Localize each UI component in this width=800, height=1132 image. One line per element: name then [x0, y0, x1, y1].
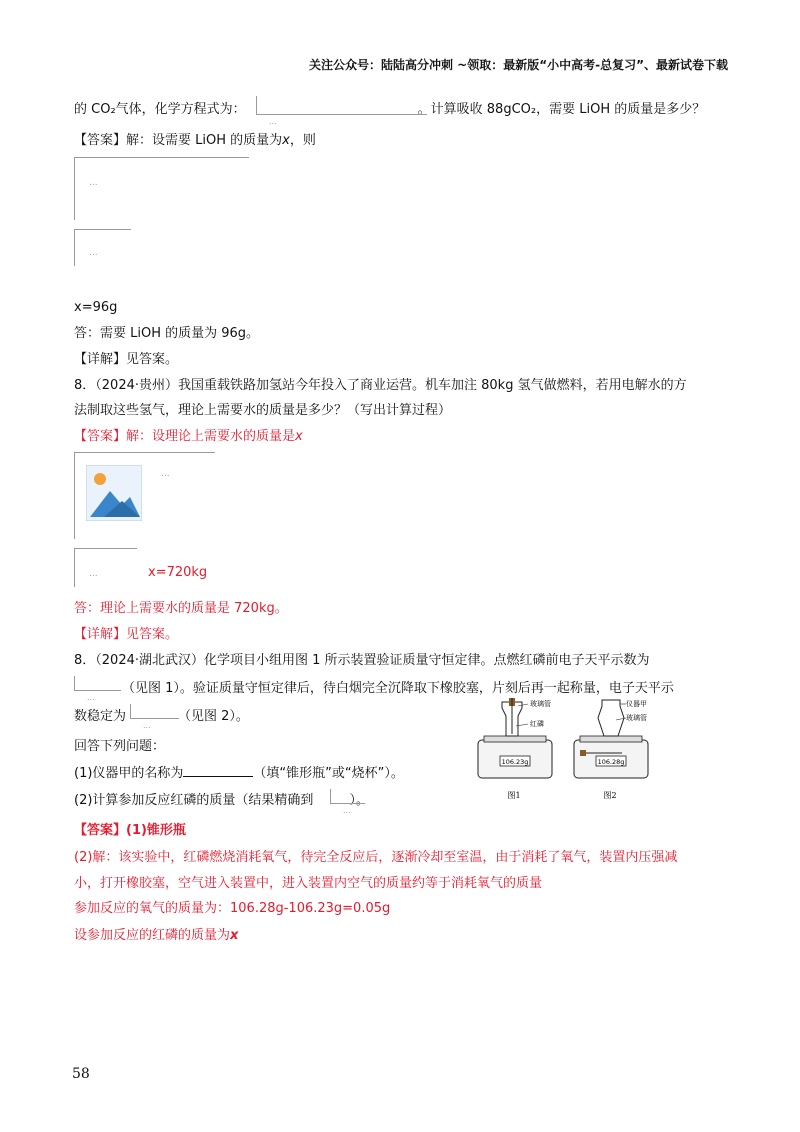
figure-2	[574, 699, 648, 800]
caption-1: 图1	[507, 791, 521, 800]
caption-2: 图2	[603, 791, 617, 800]
q7-result: x=96g	[74, 300, 118, 315]
page-number: 58	[72, 1066, 90, 1082]
q8a-result: x=720kg	[148, 565, 208, 580]
reading-blank-1: ...	[74, 676, 121, 691]
q8b-answer-1: 【答案】(1)锥形瓶	[74, 823, 186, 838]
balance-figure	[476, 696, 656, 808]
q8b-answer-2b: 小，打开橡胶塞，空气进入装置中，进入装置内空气的质量约等于消耗氧气的质量	[74, 876, 543, 891]
q8a-formula-box-1: ...	[74, 452, 215, 539]
label-red-phosphorus: 红磷	[530, 720, 544, 728]
q8b-answer-4: 设参加反应的红磷的质量为x	[74, 928, 239, 943]
q8b-line-3: 数稳定为 （见图 2）。	[74, 709, 249, 724]
q8b-line-1: 8．（2024·湖北武汉）化学项目小组用图 1 所示装置验证质量守恒定律。点燃红磷前电子天平示数为	[74, 653, 650, 668]
label-instrument: 仪器甲	[626, 700, 647, 708]
image-placeholder-icon	[86, 465, 142, 521]
q8b-answer-3: 参加反应的氧气的质量为：106.28g-106.23g=0.05g	[74, 901, 391, 916]
reading-1: 106.23g	[501, 758, 529, 766]
q8a-conclusion: 答：理论上需要水的质量是 720kg。	[74, 601, 288, 616]
q8a-line-1: 8．（2024·贵州）我国重载铁路加氢站今年投入了商业运营。机车加注 80kg 氢气做燃料，若用电解水的方	[74, 378, 687, 393]
q8b-sub1: (1)仪器甲的名称为 （填“锥形瓶”或“烧杯”）。	[74, 766, 404, 781]
page-header: 关注公众号：陆陆高分冲刺 ~领取：最新版“小中高考-总复习”、最新试卷下载	[309, 58, 728, 72]
q8b-prompt: 回答下列问题：	[74, 739, 166, 754]
q7-equation-line: 的 CO₂气体，化学方程式为： 。计算吸收 88gCO₂，需要 LiOH 的质量是多少？	[74, 102, 706, 117]
label-glass-tube-2: 玻璃管	[626, 714, 647, 722]
q7-detail: 【详解】见答案。	[74, 352, 179, 367]
equation-blank: ...	[256, 96, 427, 115]
q8b-sub2: (2)计算参加反应红磷的质量（结果精确到 ）。	[74, 793, 369, 808]
precision-blank: ...	[330, 789, 365, 804]
reading-blank-2: ...	[130, 704, 179, 719]
q7-answer-line: 【答案】解：设需要 LiOH 的质量为x，则	[74, 133, 316, 148]
figure-1	[478, 698, 552, 800]
q8a-line-2: 法制取这些氢气，理论上需要水的质量是多少？（写出计算过程）	[74, 403, 452, 418]
q8b-line-2: （见图 1）。验证质量守恒定律后，待白烟完全沉降取下橡胶塞，片刻后再一起称量，电子天平示	[122, 681, 674, 696]
q7-formula-box-1: ...	[74, 157, 249, 220]
q8a-answer: 【答案】解：设理论上需要水的质量是x	[74, 429, 303, 444]
q8a-detail: 【详解】见答案。	[74, 627, 179, 642]
q8a-formula-box-2: ...	[74, 548, 137, 587]
q7-conclusion: 答：需要 LiOH 的质量为 96g。	[74, 326, 260, 341]
q7-formula-box-2: ...	[74, 229, 131, 266]
reading-2: 106.28g	[597, 758, 625, 766]
label-glass-tube: 玻璃管	[530, 700, 551, 708]
q8b-answer-2a: (2)解：该实验中，红磷燃烧消耗氧气，待完全反应后，逐渐冷却至室温，由于消耗了氧气，装置内压强减	[74, 850, 678, 865]
